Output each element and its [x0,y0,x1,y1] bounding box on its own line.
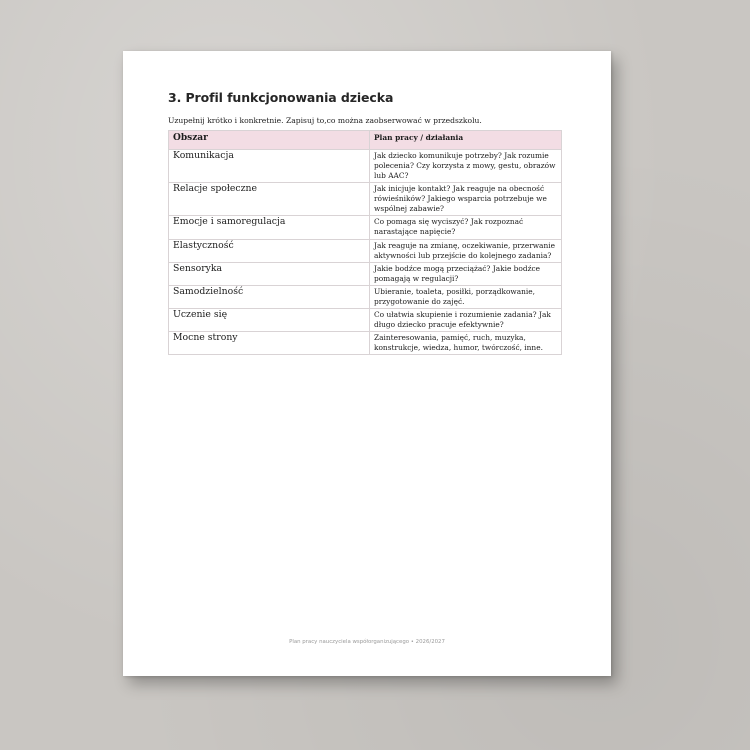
plan-cell: Ubieranie, toaleta, posiłki, porządkowanie, przygotowanie do zajęć. [370,285,562,308]
column-header-plan: Plan pracy / działania [370,131,562,150]
table-row [169,332,562,355]
document-page [123,51,611,676]
plan-cell: Jak inicjuje kontakt? Jak reaguje na obecność rówieśników? Jakiego wsparcia potrzebuje we wspólnej zabawie? [370,183,562,216]
page-footer: Plan pracy nauczyciela współorganizującego • 2026/2027 [289,639,445,645]
profile-table [168,130,562,355]
area-cell: Emocje i samoregulacja [169,216,370,239]
plan-cell: Co pomaga się wyciszyć? Jak rozpoznać narastające napięcie? [370,216,562,239]
column-header-area: Obszar [169,131,370,150]
area-cell: Mocne strony [169,332,370,355]
table-header-row [169,131,562,150]
plan-cell: Jakie bodźce mogą przeciążać? Jakie bodźce pomagają w regulacji? [370,262,562,285]
table-row [169,183,562,216]
table-row [169,239,562,262]
intro-text: Uzupełnij krótko i konkretnie. Zapisuj to,co można zaobserwować w przedszkolu. [168,116,482,125]
area-cell: Uczenie się [169,308,370,331]
table-row [169,285,562,308]
area-cell: Relacje społeczne [169,183,370,216]
plan-cell: Jak reaguje na zmianę, oczekiwanie, przerwanie aktywności lub przejście do kolejnego zadania? [370,239,562,262]
plan-cell: Zainteresowania, pamięć, ruch, muzyka, konstrukcje, wiedza, humor, twórczość, inne. [370,332,562,355]
plan-cell: Jak dziecko komunikuje potrzeby? Jak rozumie polecenia? Czy korzysta z mowy, gestu, obrazów lub AAC? [370,150,562,183]
table-row [169,216,562,239]
plan-cell: Co ułatwia skupienie i rozumienie zadania? Jak długo dziecko pracuje efektywnie? [370,308,562,331]
area-cell: Elastyczność [169,239,370,262]
table-row [169,150,562,183]
table-row [169,262,562,285]
area-cell: Komunikacja [169,150,370,183]
area-cell: Samodzielność [169,285,370,308]
area-cell: Sensoryka [169,262,370,285]
section-heading: 3. Profil funkcjonowania dziecka [168,90,394,105]
table-row [169,308,562,331]
